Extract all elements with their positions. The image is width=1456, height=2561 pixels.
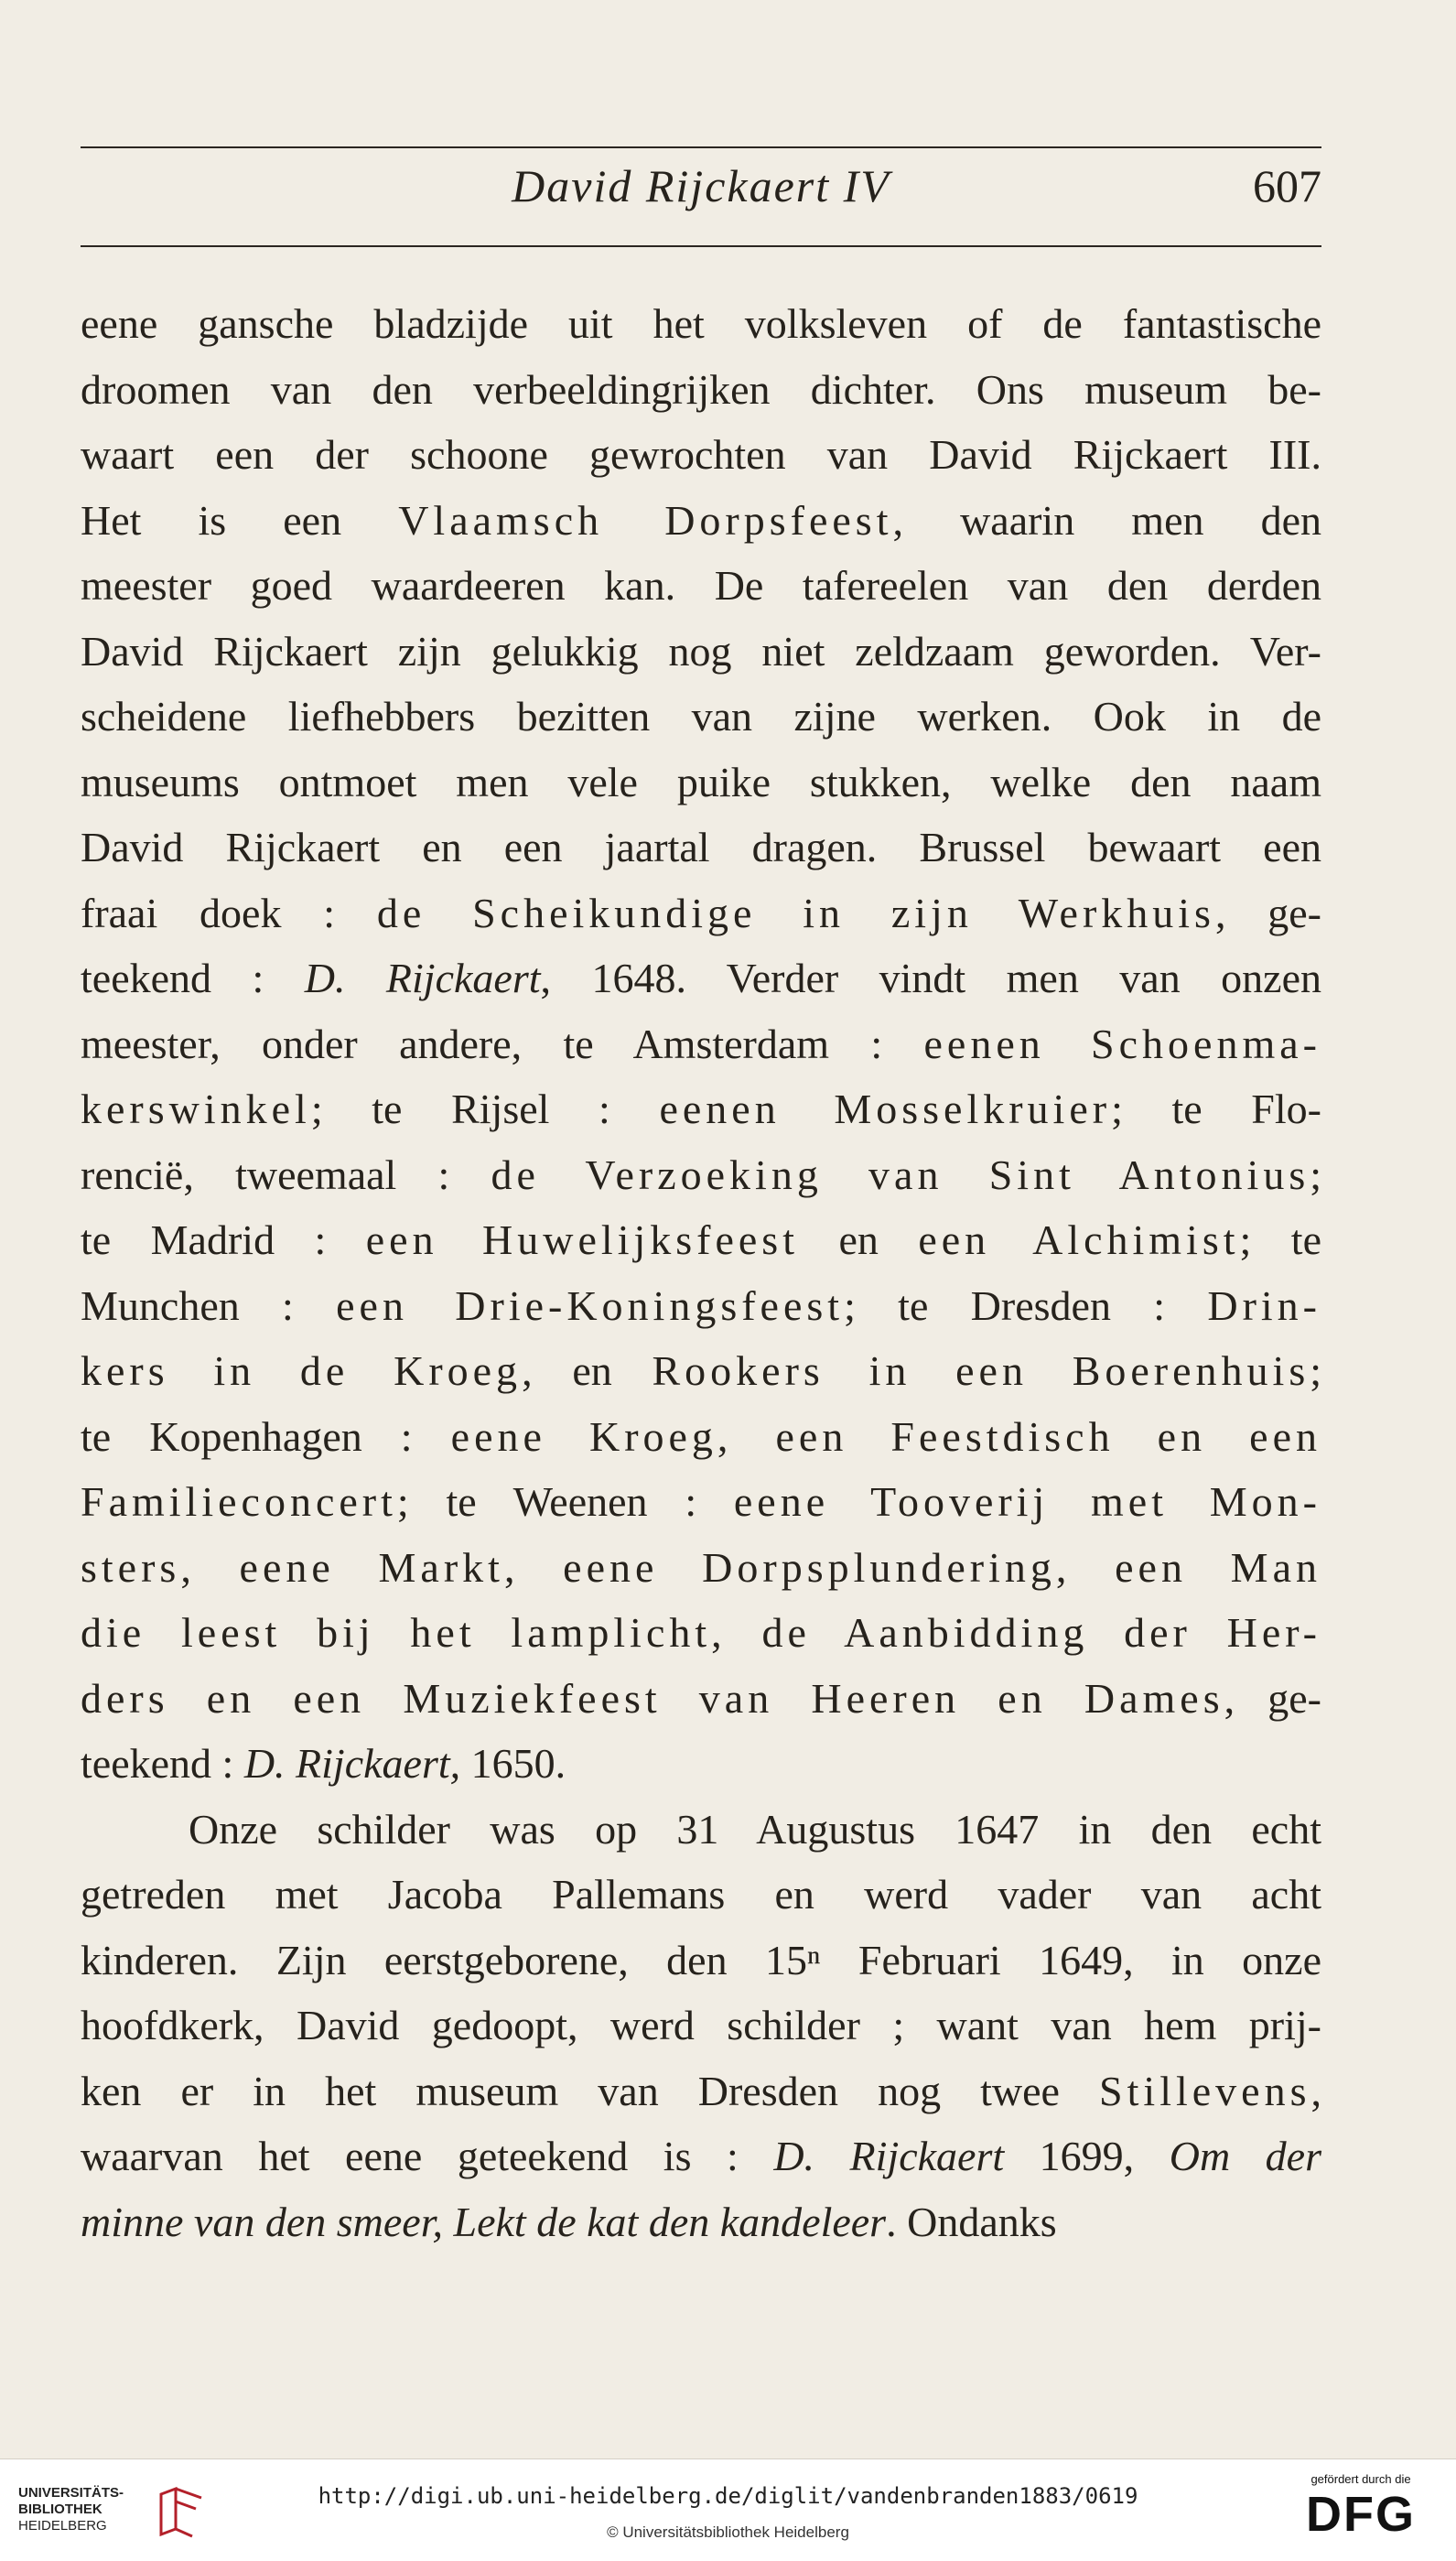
text-run: waart een der schoone gewrochten van David Rijckaert III. — [81, 431, 1321, 478]
spaced-title: eene Kroeg, een Feestdisch en een — [450, 1412, 1321, 1460]
spaced-title: een Drie-Koningsfeest — [336, 1281, 845, 1329]
library-name-line: UNIVERSITÄTS- — [18, 2485, 124, 2501]
spaced-title: eene Tooverij met Mon- — [733, 1478, 1321, 1525]
running-header — [81, 154, 1321, 234]
text-line — [81, 1142, 1321, 1208]
text-run: David Rijckaert zijn gelukkig nog niet zeldzaam geworden. Ver- — [81, 627, 1321, 675]
text-line — [81, 2059, 1321, 2124]
text-line — [81, 1731, 1321, 1797]
text-line — [81, 619, 1321, 685]
text-run: eene gansche bladzijde uit het volksleven of de fantastische — [81, 300, 1321, 347]
text-run: museums ontmoet men vele puike stukken, welke den naam — [81, 758, 1321, 805]
text-line — [81, 1273, 1321, 1339]
library-name-line: BIBLIOTHEK — [18, 2502, 102, 2517]
text-run: rencië, tweemaal : — [81, 1151, 491, 1198]
text-run: fraai doek : — [81, 889, 377, 936]
spaced-title: sters, eene Markt, eene Dorpsplundering, een Man — [81, 1543, 1321, 1591]
text-run: en — [799, 1216, 919, 1263]
italic-text: D. Rijckaert — [304, 955, 541, 1001]
spaced-title: een Huwelijksfeest — [365, 1216, 799, 1263]
dfg-logo[interactable] — [1288, 2472, 1434, 2543]
text-run: 1650. — [460, 1740, 566, 1787]
text-line — [81, 1011, 1321, 1077]
text-line — [81, 1207, 1321, 1273]
text-run: . Ondanks — [886, 2198, 1057, 2245]
digitization-footer — [0, 2458, 1456, 2561]
text-line — [81, 881, 1321, 946]
text-run: ken er in het museum van Dresden nog twee — [81, 2067, 1100, 2114]
library-name-line: HEIDELBERG — [18, 2518, 107, 2534]
text-run: ; te Rijsel : — [310, 1086, 660, 1132]
text-line — [81, 1404, 1321, 1470]
spaced-title: Stillevens — [1099, 2067, 1311, 2114]
dfg-wordmark: DFG — [1306, 2487, 1416, 2542]
text-line — [81, 1076, 1321, 1142]
spaced-title: Vlaamsch Dorpsfeest — [398, 496, 893, 544]
text-run: , ge- — [1224, 1674, 1321, 1722]
spaced-title: de Verzoeking van Sint Antonius — [491, 1151, 1310, 1198]
text-run: droomen van den verbeeldingrijken dichter. Ons museum be- — [81, 365, 1321, 413]
text-line — [81, 1535, 1321, 1601]
text-run: , waarin men den — [892, 496, 1321, 544]
spaced-title: Rookers in een Boerenhuis — [652, 1347, 1310, 1394]
italic-text: D. Rijckaert, — [243, 1740, 461, 1787]
text-run: Het is een — [81, 496, 399, 544]
body-text — [81, 291, 1321, 2254]
text-line — [81, 422, 1321, 488]
text-line — [81, 684, 1321, 750]
text-run: meester goed waardeeren kan. De tafereelen van den derden — [81, 562, 1321, 609]
text-run: ; te Weenen : — [396, 1478, 734, 1525]
spaced-title: eenen Mosselkruier — [659, 1086, 1112, 1132]
text-run: , en — [522, 1347, 653, 1394]
header-top-rule — [81, 146, 1321, 148]
text-run: , 1648. Verder vindt men van onzen — [540, 955, 1322, 1001]
text-run: teekend : — [81, 955, 305, 1001]
text-run: getreden met Jacoba Pallemans en werd vader van acht — [81, 1871, 1321, 1918]
spaced-title: de Scheikundige in zijn Werkhuis — [376, 889, 1215, 936]
text-line — [81, 1338, 1321, 1404]
text-run: hoofdkerk, David gedoopt, werd schilder ; want van hem prij- — [81, 2002, 1321, 2048]
italic-text: D. Rijckaert — [773, 2133, 1005, 2179]
text-run: kinderen. Zijn eerstgeborene, den 15ⁿ Februari 1649, in onze — [81, 1936, 1321, 1983]
text-run: ; — [1310, 1151, 1321, 1198]
text-run: scheidene liefhebbers bezitten van zijne werken. Ook in de — [81, 693, 1321, 740]
page-number: 607 — [1253, 160, 1321, 211]
text-run: meester, onder andere, te Amsterdam : — [81, 1020, 924, 1067]
spaced-title: een Alchimist — [918, 1216, 1240, 1263]
text-line — [81, 291, 1321, 357]
text-run: ; — [1310, 1347, 1321, 1394]
spaced-title: ders en een Muziekfeest van Heeren en Dames — [81, 1674, 1224, 1722]
text-run: ; te Flo- — [1111, 1086, 1321, 1132]
text-line — [81, 750, 1321, 816]
copyright-notice: © Universitätsbibliothek Heidelberg — [607, 2523, 849, 2541]
spaced-title: Familieconcert — [81, 1478, 397, 1525]
text-line — [81, 553, 1321, 619]
italic-text: minne van den smeer, Lekt de kat den kandeleer — [81, 2198, 887, 2245]
text-run: 1699, — [1004, 2133, 1170, 2179]
text-line — [81, 488, 1321, 554]
funding-note: gefördert durch die — [1310, 2472, 1411, 2486]
text-line — [81, 1600, 1321, 1666]
text-run: te Kopenhagen : — [81, 1412, 451, 1460]
text-run: , ge- — [1214, 889, 1321, 936]
text-line — [81, 1993, 1321, 2059]
spaced-title: Drin- — [1207, 1281, 1321, 1329]
text-run: David Rijckaert en een jaartal dragen. Brussel bewaart een — [81, 824, 1321, 870]
text-run: teekend : — [81, 1740, 244, 1787]
text-run: Munchen : — [81, 1281, 337, 1329]
text-line — [81, 1666, 1321, 1732]
text-line — [81, 1928, 1321, 1994]
text-line — [81, 357, 1321, 423]
text-line — [81, 815, 1321, 881]
text-run: ; te Dresden : — [844, 1281, 1208, 1329]
spaced-title: kerswinkel — [81, 1086, 311, 1132]
spaced-title: eenen Schoenma- — [923, 1020, 1321, 1067]
spaced-title: die leest bij het lamplicht, de Aanbidding der Her- — [81, 1609, 1321, 1656]
permalink-url[interactable]: http://digi.ub.uni-heidelberg.de/diglit/vandenbranden1883/0619 — [318, 2483, 1138, 2509]
header-bottom-rule — [81, 245, 1321, 247]
text-line — [81, 2123, 1321, 2189]
text-run: te Madrid : — [81, 1216, 366, 1263]
text-line — [81, 946, 1321, 1011]
text-run: waarvan het eene geteekend is : — [81, 2133, 774, 2179]
text-line — [81, 1469, 1321, 1535]
italic-text: Om der — [1169, 2133, 1322, 2179]
text-line — [81, 1797, 1321, 1863]
text-run: ; te — [1239, 1216, 1321, 1263]
text-line — [81, 2189, 1321, 2255]
text-run: , — [1310, 2067, 1321, 2114]
running-title: David Rijckaert IV — [512, 160, 890, 211]
text-run: Onze schilder was op 31 Augustus 1647 in den echt — [189, 1805, 1321, 1853]
text-line — [81, 1862, 1321, 1928]
spaced-title: kers in de Kroeg — [81, 1347, 523, 1394]
